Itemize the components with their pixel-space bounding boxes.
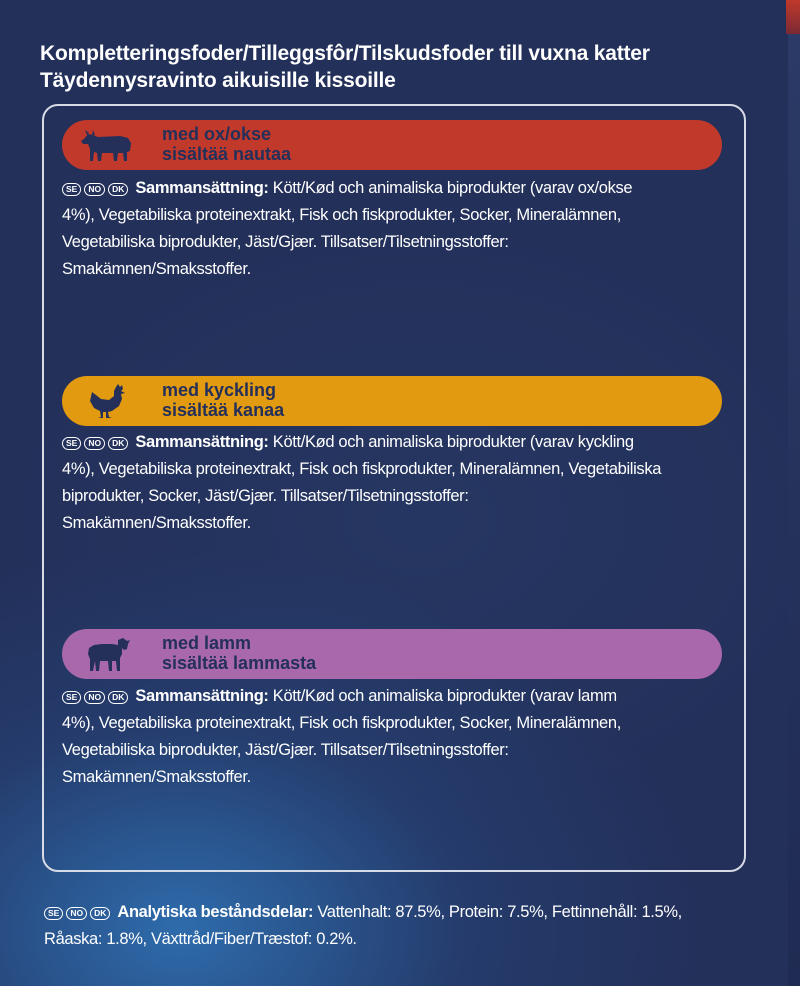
variant-label-lamm <box>162 633 316 673</box>
composition-lamm-line-4: Smakämnen/Smaksstoffer. <box>62 768 251 786</box>
variant-label-ox-line1: med ox/okse <box>162 124 272 144</box>
country-codes <box>62 682 131 709</box>
composition-lamm <box>62 682 742 791</box>
variant-label-kyckling-line1: med kyckling <box>162 380 277 400</box>
composition-ox-line-1 <box>62 174 742 202</box>
composition-kyckling-line-4: Smakämnen/Smaksstoffer. <box>62 514 251 532</box>
composition-kyckling-line-3: biprodukter, Socker, Jäst/Gjær. Tillsatser/Tilsetningsstoffer: <box>62 487 469 505</box>
composition-kyckling-line-1 <box>62 428 742 456</box>
composition-text: Kött/Kød och animaliska biprodukter (varav lamm <box>272 687 617 705</box>
title-line-1: Kompletteringsfoder/Tilleggsfôr/Tilskudsfoder till vuxna katter <box>40 42 650 65</box>
composition-ox-line-2: 4%), Vegetabiliska proteinextrakt, Fisk och fiskprodukter, Socker, Mineralämnen, <box>62 206 621 224</box>
composition-heading: Sammansättning: <box>135 179 269 197</box>
country-codes <box>62 174 131 201</box>
variant-label-lamm-line1: med lamm <box>162 633 252 653</box>
variant-label-kyckling <box>162 380 284 420</box>
code-dk: DK <box>108 691 128 704</box>
corner-accent <box>786 0 800 34</box>
variant-label-ox-line2: sisältää nautaa <box>162 144 292 164</box>
code-se: SE <box>44 907 63 920</box>
title-line-2: Täydennysravinto aikuisille kissoille <box>40 69 396 92</box>
analysis-line-1 <box>44 898 784 926</box>
variant-band-ox <box>62 120 722 170</box>
code-se: SE <box>62 437 81 450</box>
page-title <box>40 40 780 94</box>
country-codes <box>44 898 113 925</box>
composition-ox-line-4: Smakämnen/Smaksstoffer. <box>62 260 251 278</box>
composition-text: Kött/Kød och animaliska biprodukter (varav kyckling <box>272 433 634 451</box>
composition-lamm-line-1 <box>62 682 742 710</box>
code-dk: DK <box>108 183 128 196</box>
analysis-text: Vattenhalt: 87.5%, Protein: 7.5%, Fettinnehåll: 1.5%, <box>317 903 682 921</box>
code-no: NO <box>84 691 105 704</box>
code-no: NO <box>84 183 105 196</box>
variant-label-ox <box>162 124 291 164</box>
cow-icon <box>78 125 138 165</box>
chicken-icon <box>78 381 138 421</box>
code-no: NO <box>84 437 105 450</box>
composition-heading: Sammansättning: <box>135 433 269 451</box>
code-dk: DK <box>108 437 128 450</box>
analysis-line-2: Råaska: 1.8%, Växttråd/Fiber/Træstof: 0.2%. <box>44 930 357 948</box>
package-side-edge <box>788 34 800 986</box>
composition-text: Kött/Kød och animaliska biprodukter (varav ox/okse <box>272 179 633 197</box>
code-se: SE <box>62 183 81 196</box>
variant-band-kyckling <box>62 376 722 426</box>
variant-band-lamm <box>62 629 722 679</box>
lamb-icon <box>78 634 138 674</box>
analytical-constituents <box>44 898 784 953</box>
composition-ox <box>62 174 742 283</box>
code-dk: DK <box>90 907 110 920</box>
code-no: NO <box>66 907 87 920</box>
code-se: SE <box>62 691 81 704</box>
composition-heading: Sammansättning: <box>135 687 269 705</box>
country-codes <box>62 428 131 455</box>
composition-kyckling-line-2: 4%), Vegetabiliska proteinextrakt, Fisk och fiskprodukter, Mineralämnen, Vegetabiliska <box>62 460 662 478</box>
analysis-heading: Analytiska beståndsdelar: <box>117 903 314 921</box>
composition-ox-line-3: Vegetabiliska biprodukter, Jäst/Gjær. Tillsatser/Tilsetningsstoffer: <box>62 233 509 251</box>
variant-label-kyckling-line2: sisältää kanaa <box>162 400 285 420</box>
variant-label-lamm-line2: sisältää lammasta <box>162 653 317 673</box>
composition-kyckling <box>62 428 742 537</box>
composition-lamm-line-3: Vegetabiliska biprodukter, Jäst/Gjær. Tillsatser/Tilsetningsstoffer: <box>62 741 509 759</box>
composition-lamm-line-2: 4%), Vegetabiliska proteinextrakt, Fisk och fiskprodukter, Socker, Mineralämnen, <box>62 714 621 732</box>
